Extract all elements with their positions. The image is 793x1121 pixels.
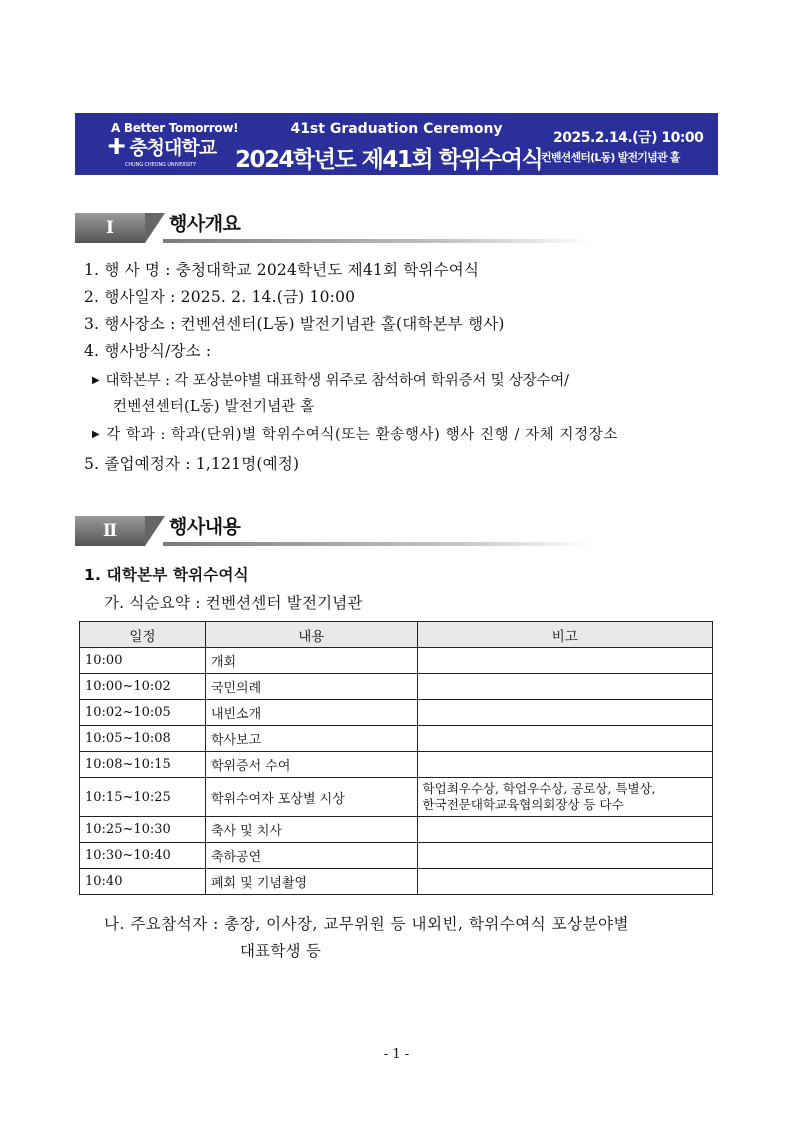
overview-item-graduates: 5. 졸업예정자 : 1,121명(예정) [84, 455, 300, 473]
table-row [80, 700, 713, 726]
bullet-departments [92, 423, 618, 444]
note-line: 한국전문대학교육협의회장상 등 다수 [422, 797, 624, 812]
section-header-content [75, 512, 595, 546]
cell-note [417, 674, 712, 700]
bullet-headquarters [92, 369, 569, 390]
banner-date: 2025.2.14.(금) 10:00 [553, 130, 704, 146]
table-row [80, 648, 713, 674]
section-number: I [75, 213, 145, 243]
cell-time: 10:25~10:30 [80, 817, 206, 843]
cell-note [417, 700, 712, 726]
banner-title: 2024학년도 제41회 학위수여식 [235, 147, 543, 173]
column-header-note: 비고 [417, 622, 712, 648]
cell-note [417, 752, 712, 778]
ceremony-banner [75, 113, 718, 175]
table-row [80, 674, 713, 700]
table-row [80, 726, 713, 752]
table-header-row [80, 622, 713, 648]
banner-venue: 컨벤션센터(L동) 발전기념관 홀 [541, 151, 680, 164]
cell-note [417, 778, 712, 817]
attendees-label: 나. 주요참석자 : 총장, 이사장, 교무위원 등 내외빈, 학위수여식 포상분야별 [104, 915, 629, 933]
section-title: 행사내용 [169, 516, 241, 538]
cell-content: 학위수여자 포상별 시상 [205, 778, 417, 817]
cell-time: 10:00 [80, 648, 206, 674]
university-english-name: CHUNG CHEONG UNIVERSITY [125, 162, 197, 168]
table-row [80, 869, 713, 895]
table-row [80, 817, 713, 843]
university-emblem-icon: ⵜ [107, 135, 127, 160]
cell-time: 10:30~10:40 [80, 843, 206, 869]
attendees-cont: 대표학생 등 [240, 942, 321, 960]
cell-note [417, 843, 712, 869]
table-row [80, 843, 713, 869]
cell-content: 국민의례 [205, 674, 417, 700]
triangle-right-icon: ▶ [92, 429, 101, 440]
column-header-time: 일정 [80, 622, 206, 648]
cell-content: 축사 및 치사 [205, 817, 417, 843]
table-row [80, 778, 713, 817]
cell-time: 10:40 [80, 869, 206, 895]
cell-time: 10:05~10:08 [80, 726, 206, 752]
overview-item-venue: 3. 행사장소 : 컨벤션센터(L동) 발전기념관 홀(대학본부 행사) [84, 315, 505, 333]
section-wedge [145, 516, 165, 546]
cell-note [417, 648, 712, 674]
section-wedge [145, 213, 165, 243]
page-number: - 1 - [383, 1047, 410, 1062]
cell-time: 10:00~10:02 [80, 674, 206, 700]
column-header-content: 내용 [205, 622, 417, 648]
bullet-text: 대학본부 : 각 포상분야별 대표학생 위주로 참석하여 학위증서 및 상장수여/ [105, 373, 569, 389]
cell-note [417, 726, 712, 752]
banner-slogan: A Better Tomorrow! [111, 121, 239, 135]
university-name: 충청대학교 [129, 137, 217, 159]
overview-item-name: 1. 행 사 명 : 충청대학교 2024학년도 제41회 학위수여식 [84, 261, 480, 279]
cell-content: 폐회 및 기념촬영 [205, 869, 417, 895]
bullet-headquarters-cont: 컨벤션센터(L동) 발전기념관 홀 [113, 399, 315, 415]
banner-subtitle: 41st Graduation Ceremony [290, 121, 503, 137]
program-summary-label: 가. 식순요약 : 컨벤션센터 발전기념관 [104, 594, 363, 612]
cell-note [417, 817, 712, 843]
section-rule [163, 542, 593, 546]
section-header-overview [75, 209, 595, 243]
overview-item-date: 2. 행사일자 : 2025. 2. 14.(금) 10:00 [84, 288, 356, 306]
cell-time: 10:15~10:25 [80, 778, 206, 817]
cell-content: 개회 [205, 648, 417, 674]
subsection-title: 1. 대학본부 학위수여식 [84, 566, 249, 584]
table-row [80, 752, 713, 778]
cell-content: 학위증서 수여 [205, 752, 417, 778]
cell-content: 내빈소개 [205, 700, 417, 726]
cell-note [417, 869, 712, 895]
bullet-text: 각 학과 : 학과(단위)별 학위수여식(또는 환송행사) 행사 진행 / 자체 지정장소 [106, 427, 618, 443]
overview-item-method: 4. 행사방식/장소 : [84, 342, 212, 360]
cell-time: 10:02~10:05 [80, 700, 206, 726]
section-title: 행사개요 [169, 213, 241, 235]
cell-content: 학사보고 [205, 726, 417, 752]
cell-time: 10:08~10:15 [80, 752, 206, 778]
section-rule [163, 239, 593, 243]
cell-content: 축하공연 [205, 843, 417, 869]
program-schedule-table [79, 621, 713, 895]
triangle-right-icon: ▶ [92, 375, 100, 386]
section-number: Ⅱ [75, 516, 145, 546]
university-logo [107, 137, 216, 159]
note-line: 학업최우수상, 학업우수상, 공로상, 특별상, [422, 781, 656, 796]
